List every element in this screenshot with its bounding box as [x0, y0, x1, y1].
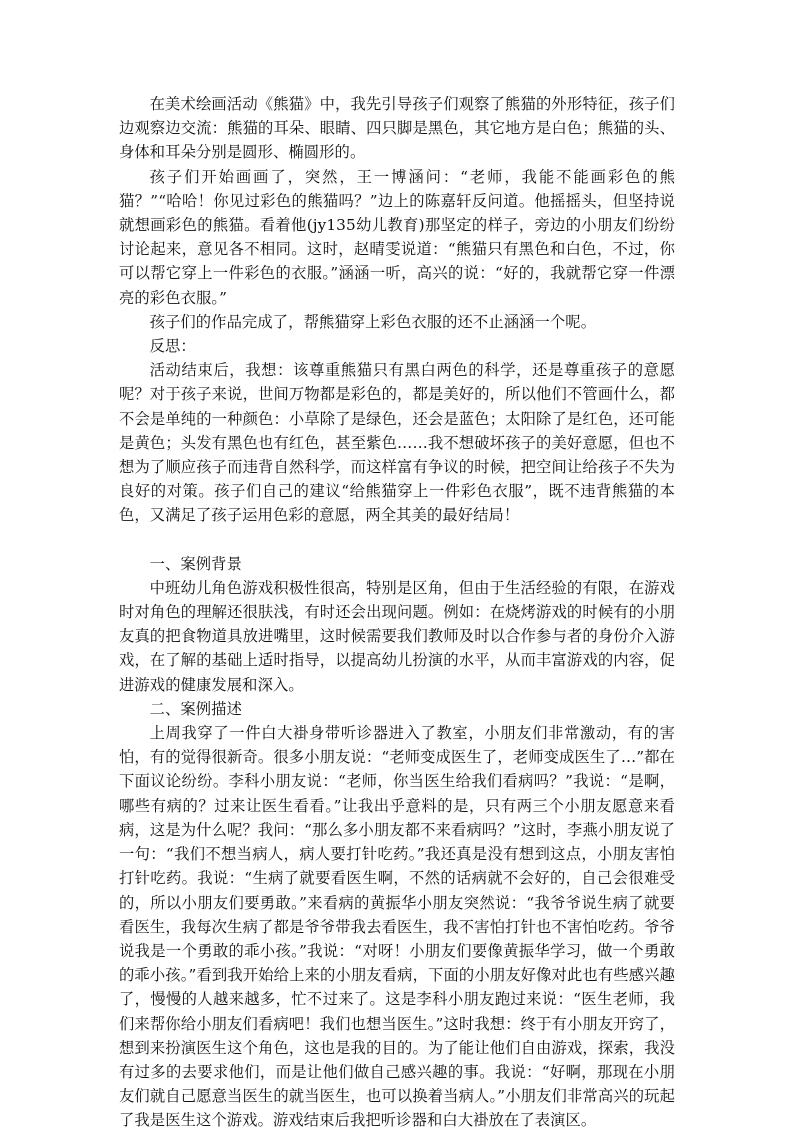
paragraph-description: 上周我穿了一件白大褂身带听诊器进入了教室，小朋友们非常激动，有的害怕，有的觉得很新奇。很多小朋友说：“老师变成医生了，老师变成医生了…”都在下面议论纷纷。李科小朋友说：“老师，你当医生给我们看病吗？”我说：“是啊，哪些有病的？过来让医生看看。”让我出乎意料的是，只有两三个小朋友愿意来看病，这是为什么呢？我问：“那么多小朋友都不来看病吗？”这时，李燕小朋友说了一句：“我们不想当病人，病人要打针吃药。”我还真是没有想到这点，小朋友害怕打针吃药。我说：“生病了就要看医生啊，不然的话病就不会好的，自己会很难受的，所以小朋友们要勇敢。”来看病的黄振华小朋友突然说：“我爷爷说生病了就要看医生，我每次生病了都是爷爷带我去看医生，我不害怕打针也不害怕吃药。爷爷说我是一个勇敢的乖小孩。”我说：“对呀！小朋友们要像黄振华学习，做一个勇敢的乖小孩。”看到我开始给上来的小朋友看病，下面的小朋友好像对此也有些感兴趣了，慢慢的人越来越多，忙不过来了。这是李科小朋友跑过来说：“医生老师，我们来帮你给小朋友们看病吧！我们也想当医生。”这时我想：终于有小朋友开窍了，想到来扮演医生这个角色，这也是我的目的。为了能让他们自由游戏，探索，我没有过多的去要求他们，而是让他们做自己感兴趣的事。我说：“好啊，那现在小朋友们就自己愿意当医生的就当医生，也可以换着当病人。”小朋友们非常高兴的玩起了我是医生这个游戏。游戏结束后我把听诊器和白大褂放在了表演区。	[119, 724, 675, 1130]
document-page	[119, 92, 675, 1133]
paragraph-result: 孩子们的作品完成了，帮熊猫穿上彩色衣服的还不止涵涵一个呢。	[149, 312, 597, 331]
section-heading-description: 二、案例描述	[149, 699, 242, 718]
section-heading-background: 一、案例背景	[149, 554, 242, 573]
paragraph-dialogue: 孩子们开始画画了，突然，王一博涵问：“老师，我能不能画彩色的熊猫？”“哈哈！你见过彩色的熊猫吗？”边上的陈嘉轩反问道。他摇摇头，但坚持说就想画彩色的熊猫。看着他(jy135幼儿教育)那坚定的样子，旁边的小朋友们纷纷讨论起来，意见各不相同。这时，赵晴雯说道：“熊猫只有黑色和白色，不过，你可以帮它穿上一件彩色的衣服。”涵涵一听，高兴的说：“好的，我就帮它穿一件漂亮的彩色衣服。”	[119, 167, 675, 307]
paragraph-reflection-label: 反思：	[149, 337, 196, 356]
paragraph-background: 中班幼儿角色游戏积极性很高，特别是区角，但由于生活经验的有限，在游戏时对角色的理解还很肤浅，有时还会出现问题。例如：在烧烤游戏的时候有的小朋友真的把食物道具放进嘴里，这时候需要我们教师及时以合作参与者的身份介入游戏，在了解的基础上适时指导，以提高幼儿扮演的水平，从而丰富游戏的内容，促进游戏的健康发展和深入。	[119, 578, 675, 694]
paragraph-reflection: 活动结束后，我想：该尊重熊猫只有黑白两色的科学，还是尊重孩子的意愿呢？对于孩子来说，世间万物都是彩色的，都是美好的，所以他们不管画什么，都不会是单纯的一种颜色：小草除了是绿色，还会是蓝色；太阳除了是红色，还可能是黄色；头发有黑色也有红色，甚至紫色……我不想破坏孩子的美好意愿，但也不想为了顺应孩子而违背自然科学，而这样富有争议的时候，把空间让给孩子不失为良好的对策。孩子们自己的建议“给熊猫穿上一件彩色衣服”，既不违背熊猫的本色，又满足了孩子运用色彩的意愿，两全其美的最好结局！	[119, 361, 675, 525]
paragraph-intro: 在美术绘画活动《熊猫》中，我先引导孩子们观察了熊猫的外形特征，孩子们边观察边交流：熊猫的耳朵、眼睛、四只脚是黑色，其它地方是白色；熊猫的头、身体和耳朵分别是圆形、椭圆形的。	[119, 95, 675, 162]
section-spacer	[119, 528, 675, 552]
